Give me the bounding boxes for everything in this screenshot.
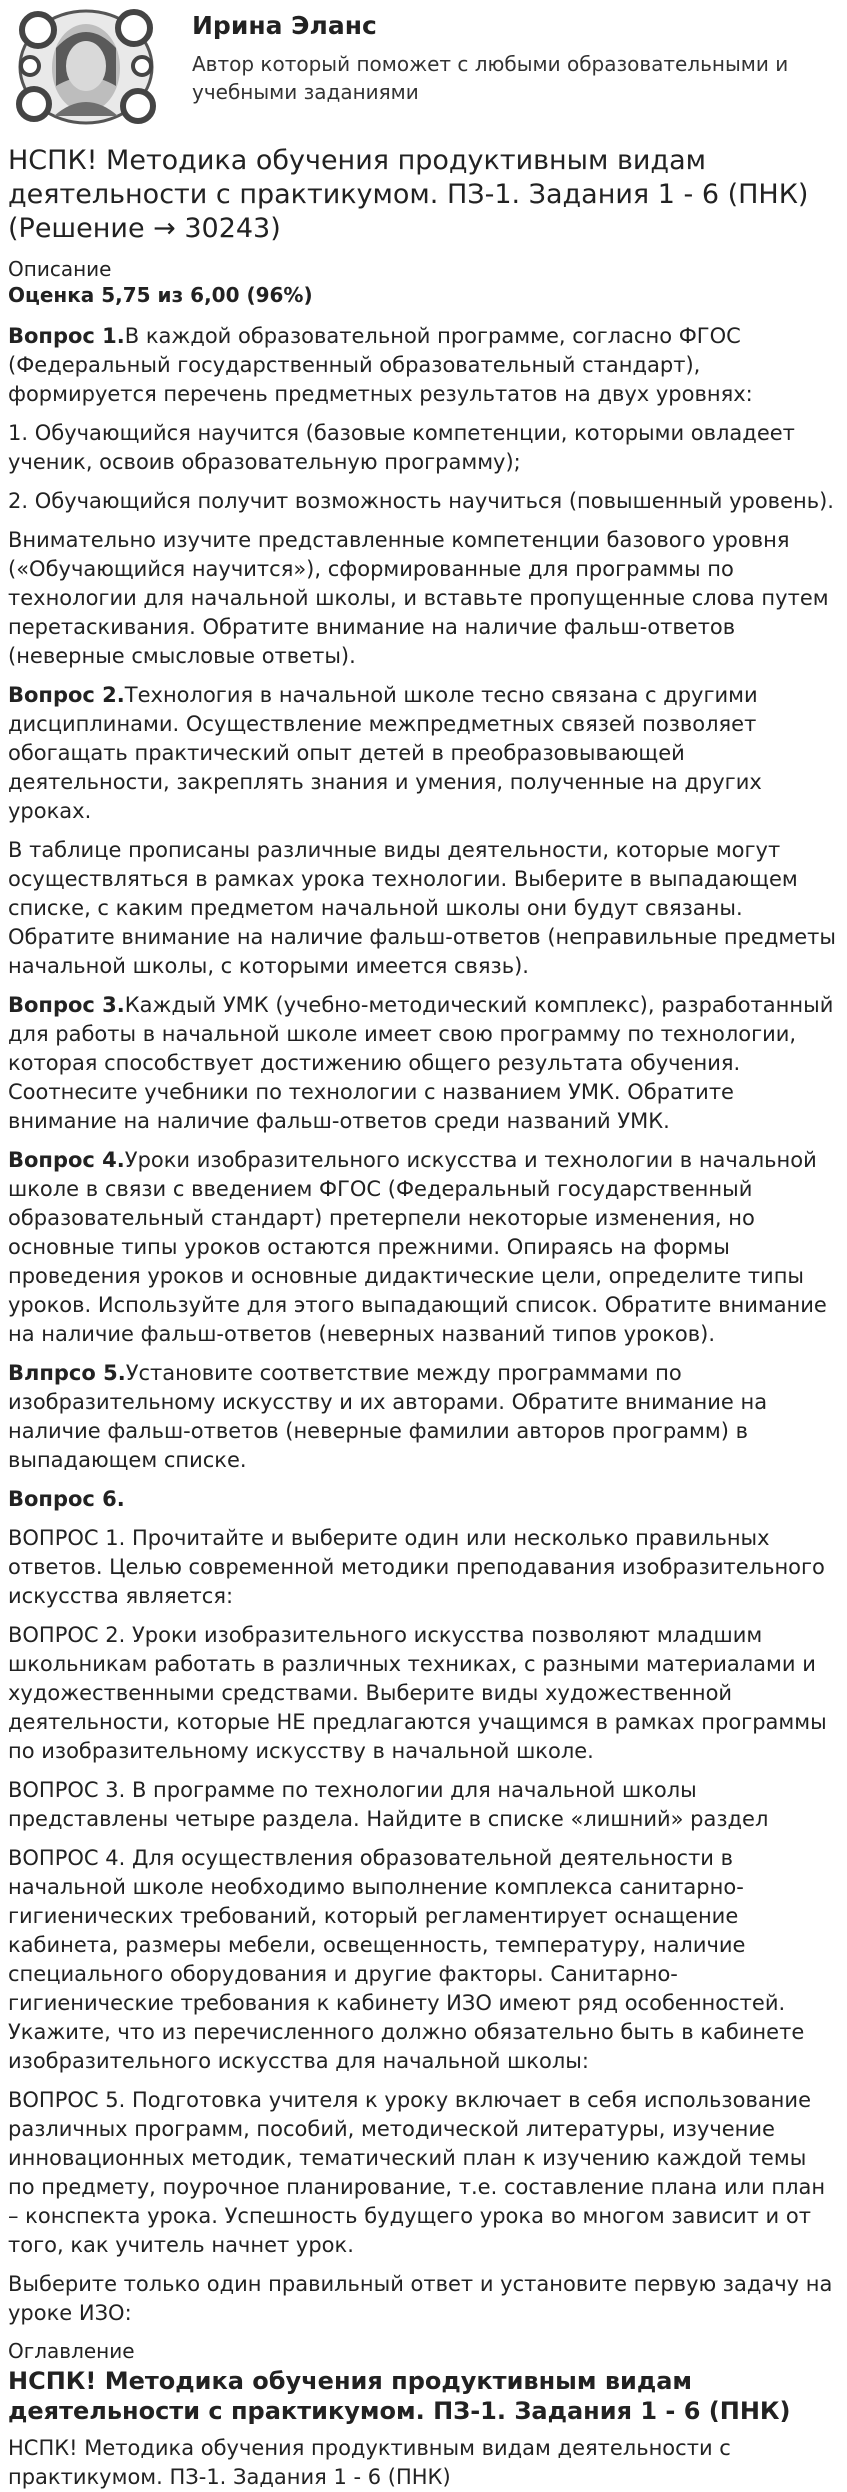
paragraph-text: ВОПРОС 1. Прочитайте и выберите один или несколько правильных ответов. Целью современной методики преподавания изобразительного искусства является: — [8, 1526, 825, 1608]
description-label: Описание — [8, 257, 112, 281]
paragraph — [8, 1524, 839, 1611]
question-label: Вопрос 4. — [8, 1148, 125, 1172]
question-label: Вопрос 1. — [8, 324, 125, 348]
paragraph — [8, 1844, 839, 2076]
paragraph-text: Внимательно изучите представленные компетенции базового уровня («Обучающийся научится»), сформированные для программы по технологии для начальной школы, и вставьте пропущенные слова путем перетаскивания. Обратите внимание на наличие фальш-ответов (неверные смысловые ответы). — [8, 528, 829, 668]
film-reel-portrait-icon — [16, 8, 156, 126]
paragraph-q1 — [8, 322, 839, 409]
author-card — [8, 0, 839, 128]
toc-label: Оглавление — [8, 2339, 135, 2363]
paragraph-q4 — [8, 1146, 839, 1349]
paragraph-q6 — [8, 1485, 839, 1514]
grade-value: Оценка 5,75 из 6,00 (96%) — [8, 283, 313, 307]
toc-item[interactable]: НСПК! Методика обучения продуктивным видам деятельности с практикумом. ПЗ-1. Задания 1 - 6 (ПНК) — [8, 2436, 731, 2489]
paragraph-text: ВОПРОС 5. Подготовка учителя к уроку включает в себя использование различных программ, пособий, методической литературы, изучение инновационных методик, тематический план к изучению каждой темы по предмету, поурочное планирование, т.е. составление плана или план – конспекта урока. Успешность будущего урока во многом зависит и от того, как учитель начнет урок. — [8, 2088, 826, 2257]
paragraph — [8, 419, 839, 477]
paragraph-q3 — [8, 991, 839, 1136]
paragraph — [8, 1621, 839, 1766]
paragraph-text: Каждый УМК (учебно-методический комплекс), разработанный для работы в начальной школе имеет свою программу по технологии, которая способствует достижению общего результата обучения. Соотнесите учебники по технологии с названием УМК. Обратите внимание на наличие фальш-ответов среди названий УМК. — [8, 993, 834, 1133]
paragraph-text: ВОПРОС 2. Уроки изобразительного искусства позволяют младшим школьникам работать в различных техниках, с разными материалами и художественными средствами. Выберите виды художественной деятельности, которые НЕ предлагаются учащимся в рамках программы по изобразительному искусству в начальной школе. — [8, 1623, 827, 1763]
paragraph-q5 — [8, 1359, 839, 1475]
question-label: Влпрсо 5. — [8, 1361, 126, 1385]
paragraph — [8, 2086, 839, 2260]
paragraph — [8, 836, 839, 981]
paragraph — [8, 2270, 839, 2328]
author-description: Автор который поможет с любыми образовательными и учебными заданиями — [192, 52, 789, 104]
page-title: НСПК! Методика обучения продуктивным видам деятельности с практикумом. ПЗ-1. Задания 1 - 6 (ПНК) (Решение → 30243) — [8, 145, 809, 244]
paragraph — [8, 526, 839, 671]
paragraph-text: Технология в начальной школе тесно связана с другими дисциплинами. Осуществление межпредметных связей позволяет обогащать практический опыт детей в преобразовывающей деятельности, закреплять знания и умения, полученные на других уроках. — [8, 683, 762, 823]
description-body — [8, 322, 839, 2328]
paragraph-text: В таблице прописаны различные виды деятельности, которые могут осуществляться в рамках урока технологии. Выберите в выпадающем списке, с каким предметом начальной школы они будут связаны. Обратите внимание на наличие фальш-ответов (неправильные предметы начальной школы, с которыми имеется связь). — [8, 838, 836, 978]
toc-title: НСПК! Методика обучения продуктивным видам деятельности с практикумом. ПЗ-1. Задания 1 - 6 (ПНК) — [8, 2367, 791, 2425]
paragraph-q2 — [8, 681, 839, 826]
paragraph-text: Уроки изобразительного искусства и технологии в начальной школе в связи с введением ФГОС (Федеральный государственный образовательный стандарт) претерпели некоторые изменения, но основные типы уроков остаются прежними. Опираясь на формы проведения уроков и основные дидактические цели, определите типы уроков. Используйте для этого выпадающий список. Обратите внимание на наличие фальш-ответов (неверных названий типов уроков). — [8, 1148, 827, 1346]
paragraph-text: Выберите только один правильный ответ и установите первую задачу на уроке ИЗО: — [8, 2272, 833, 2325]
paragraph-text: 2. Обучающийся получит возможность научиться (повышенный уровень). — [8, 489, 834, 513]
question-label: Вопрос 6. — [8, 1487, 125, 1511]
author-name[interactable]: Ирина Эланс — [192, 11, 377, 40]
question-label: Вопрос 3. — [8, 993, 125, 1017]
paragraph — [8, 487, 839, 516]
paragraph-text: ВОПРОС 3. В программе по технологии для начальной школы представлены четыре раздела. Найдите в списке «лишний» раздел — [8, 1778, 769, 1831]
paragraph-text: ВОПРОС 4. Для осуществления образовательной деятельности в начальной школе необходимо выполнение комплекса санитарно-гигиенических требований, который регламентирует оснащение кабинета, размеры мебели, освещенность, температуру, наличие специального оборудования и другие факторы. Санитарно-гигиенические требования к кабинету ИЗО имеют ряд особенностей. Укажите, что из перечисленного должно обязательно быть в кабинете изобразительного искусства для начальной школы: — [8, 1846, 805, 2073]
paragraph — [8, 1776, 839, 1834]
paragraph-text: Установите соответствие между программами по изобразительному искусству и их авторами. Обратите внимание на наличие фальш-ответов (неверные фамилии авторов программ) в выпадающем списке. — [8, 1361, 768, 1472]
question-label: Вопрос 2. — [8, 683, 125, 707]
paragraph-text: 1. Обучающийся научится (базовые компетенции, которыми овладеет ученик, освоив образовательную программу); — [8, 421, 795, 474]
paragraph-text: В каждой образовательной программе, согласно ФГОС (Федеральный государственный образовательный стандарт), формируется перечень предметных результатов на двух уровнях: — [8, 324, 753, 406]
